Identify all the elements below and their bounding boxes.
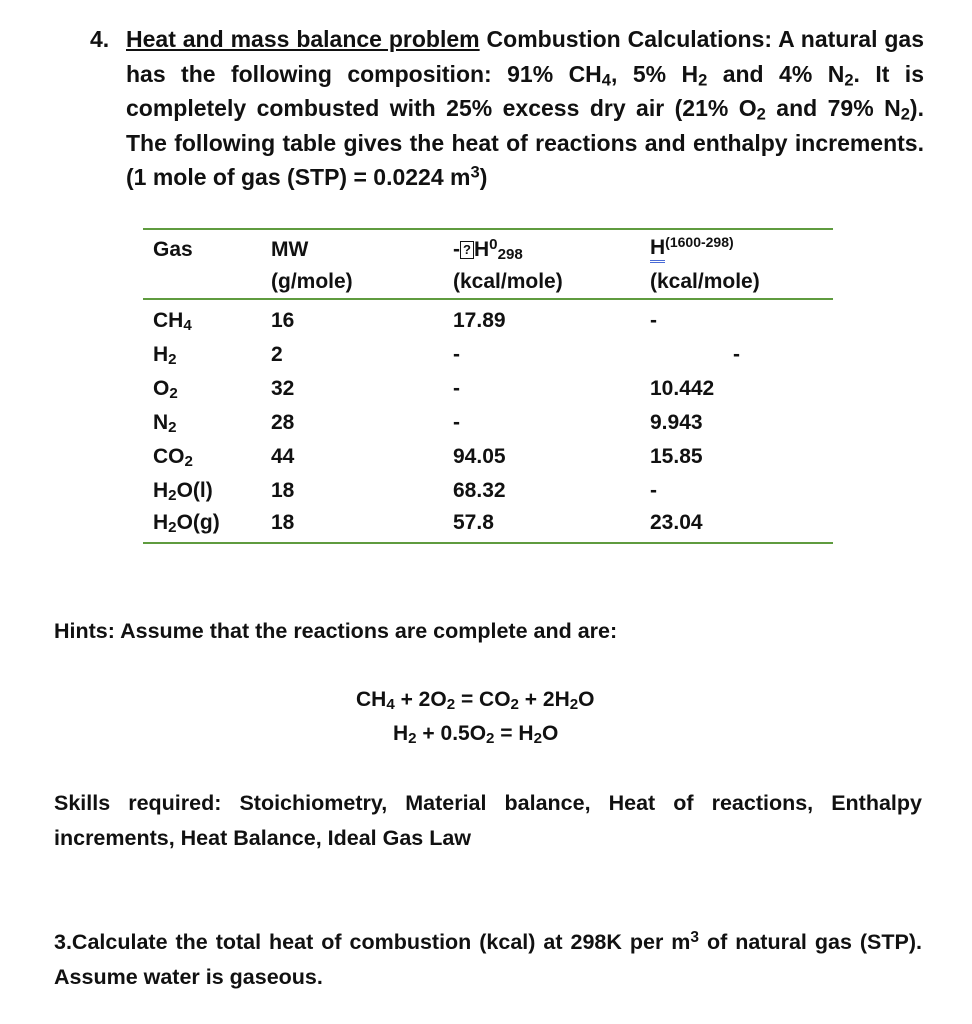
cell-dh: -: [453, 377, 460, 400]
cell-dh: 17.89: [453, 309, 506, 332]
cell-gas: [153, 411, 177, 435]
gas-data-table: [143, 228, 833, 546]
subscript: 2: [510, 696, 519, 714]
problem-text-part: and 79% N: [765, 95, 901, 121]
cell-h: 23.04: [650, 511, 703, 534]
subscript: 2: [486, 730, 495, 748]
eq-part: O: [578, 688, 595, 711]
table-bottom-rule: [143, 542, 833, 544]
cell-h: 10.442: [650, 377, 715, 400]
problem-text-part: ). The following table gives the heat of reactions and enthalpy increments. (1 mole of gas (STP) = 0.0224 m: [126, 95, 924, 190]
gas-formula: O: [153, 377, 170, 400]
subscript: 4: [183, 317, 192, 335]
cell-h: -: [650, 309, 657, 332]
gas-formula: H: [153, 479, 169, 502]
cell-mw: 32: [271, 377, 295, 400]
cell-gas: [153, 479, 213, 503]
cell-mw: 2: [271, 343, 283, 366]
problem-text-part: . It is completely combusted with 25% excess dry air (21% O: [126, 60, 924, 121]
eq-part: + 2H: [518, 688, 570, 711]
cell-h: -: [733, 343, 740, 366]
cell-h: -: [650, 479, 657, 502]
cell-mw: 28: [271, 411, 295, 434]
gas-formula: H: [153, 511, 169, 534]
missing-glyph-icon: ?: [460, 241, 474, 259]
gas-formula: CO: [153, 445, 185, 468]
problem-number: 4.: [90, 26, 110, 52]
problem-subtitle: Combustion Calculations:: [486, 26, 773, 52]
gas-suffix: O(l): [176, 479, 213, 502]
eq-part: CH: [356, 688, 387, 711]
eq-part: O: [541, 722, 559, 745]
subscript: 2: [756, 104, 766, 124]
dh-symbol: H: [474, 238, 490, 261]
h-range: (1600-298): [665, 234, 734, 250]
cell-dh: 57.8: [453, 511, 494, 534]
eq-part: = CO: [455, 688, 511, 711]
gas-formula: CH: [153, 309, 184, 332]
cell-gas: [153, 511, 220, 535]
table-header-rule: [143, 298, 833, 300]
subscript: 4: [386, 696, 395, 714]
subscript: 2: [169, 385, 178, 403]
h-symbol: H: [650, 236, 665, 263]
cell-mw: 16: [271, 309, 295, 332]
cell-gas: [153, 343, 177, 367]
header-mw: MW: [271, 238, 309, 261]
cell-gas: [153, 309, 192, 333]
problem-text-part: A natural gas has the following composition: 91% CH: [126, 26, 925, 87]
subscript: 2: [168, 419, 177, 437]
subscript: 2: [168, 351, 177, 369]
cell-mw: 18: [271, 511, 295, 534]
cell-h: 15.85: [650, 445, 703, 468]
header-enthalpy-increment: [650, 234, 734, 260]
problem-text-part: ): [479, 164, 488, 190]
question-3: [54, 925, 922, 995]
subscript: 2: [569, 696, 579, 714]
question-text: of natural gas (STP). Assume water is gaseous.: [54, 930, 922, 989]
question-text: 3.Calculate the total heat of combustion (kcal) at 298K per m: [54, 930, 691, 954]
gas-formula: H: [153, 343, 169, 366]
gas-formula: N: [153, 411, 169, 434]
problem-text: [126, 22, 924, 195]
eq-part: + 0.5O: [416, 722, 487, 745]
gas-suffix: O(g): [176, 511, 220, 534]
hints-text: Hints: Assume that the reactions are complete and are:: [54, 619, 618, 643]
subscript: 2: [184, 453, 193, 471]
eq-part: H: [393, 722, 409, 745]
cell-h: 9.943: [650, 411, 703, 434]
superscript: 3: [690, 929, 699, 947]
cell-mw: 44: [271, 445, 295, 468]
problem-text-part: and 4% N: [707, 60, 845, 87]
table-top-rule: [143, 228, 833, 230]
subscript: 2: [168, 487, 177, 505]
cell-gas: [153, 377, 178, 401]
dh-prefix: -: [453, 238, 460, 261]
cell-dh: -: [453, 343, 460, 366]
cell-dh: 68.32: [453, 479, 506, 502]
header-mw-unit: (g/mole): [271, 270, 353, 293]
eq-part: = H: [494, 722, 534, 745]
header-heat-of-reaction: [453, 238, 523, 262]
cell-mw: 18: [271, 479, 295, 502]
problem-statement: [90, 22, 924, 195]
header-dh-unit: (kcal/mole): [453, 270, 563, 293]
cell-dh: -: [453, 411, 460, 434]
subscript: 2: [844, 69, 854, 89]
superscript: 0: [489, 236, 498, 254]
subscript: 2: [698, 69, 708, 89]
subscript: 2: [900, 104, 910, 124]
subscript: 2: [533, 730, 542, 748]
subscript: 4: [601, 69, 611, 89]
skills-required: Skills required: Stoichiometry, Material balance, Heat of reactions, Enthalpy increments, Heat Balance, Ideal Gas Law: [54, 791, 922, 850]
subscript: 2: [446, 696, 456, 714]
header-h-unit: (kcal/mole): [650, 270, 760, 293]
superscript: 3: [470, 162, 480, 182]
cell-dh: 94.05: [453, 445, 506, 468]
reaction-equation-2: [393, 722, 558, 746]
subscript: 2: [168, 519, 177, 537]
cell-gas: [153, 445, 193, 469]
subscript: 298: [497, 246, 523, 264]
reaction-equation-1: [356, 688, 594, 712]
problem-title: Heat and mass balance problem: [126, 26, 480, 52]
eq-part: + 2O: [394, 688, 447, 711]
header-gas: Gas: [153, 238, 193, 261]
subscript: 2: [408, 730, 417, 748]
problem-text-part: , 5% H: [611, 60, 699, 87]
